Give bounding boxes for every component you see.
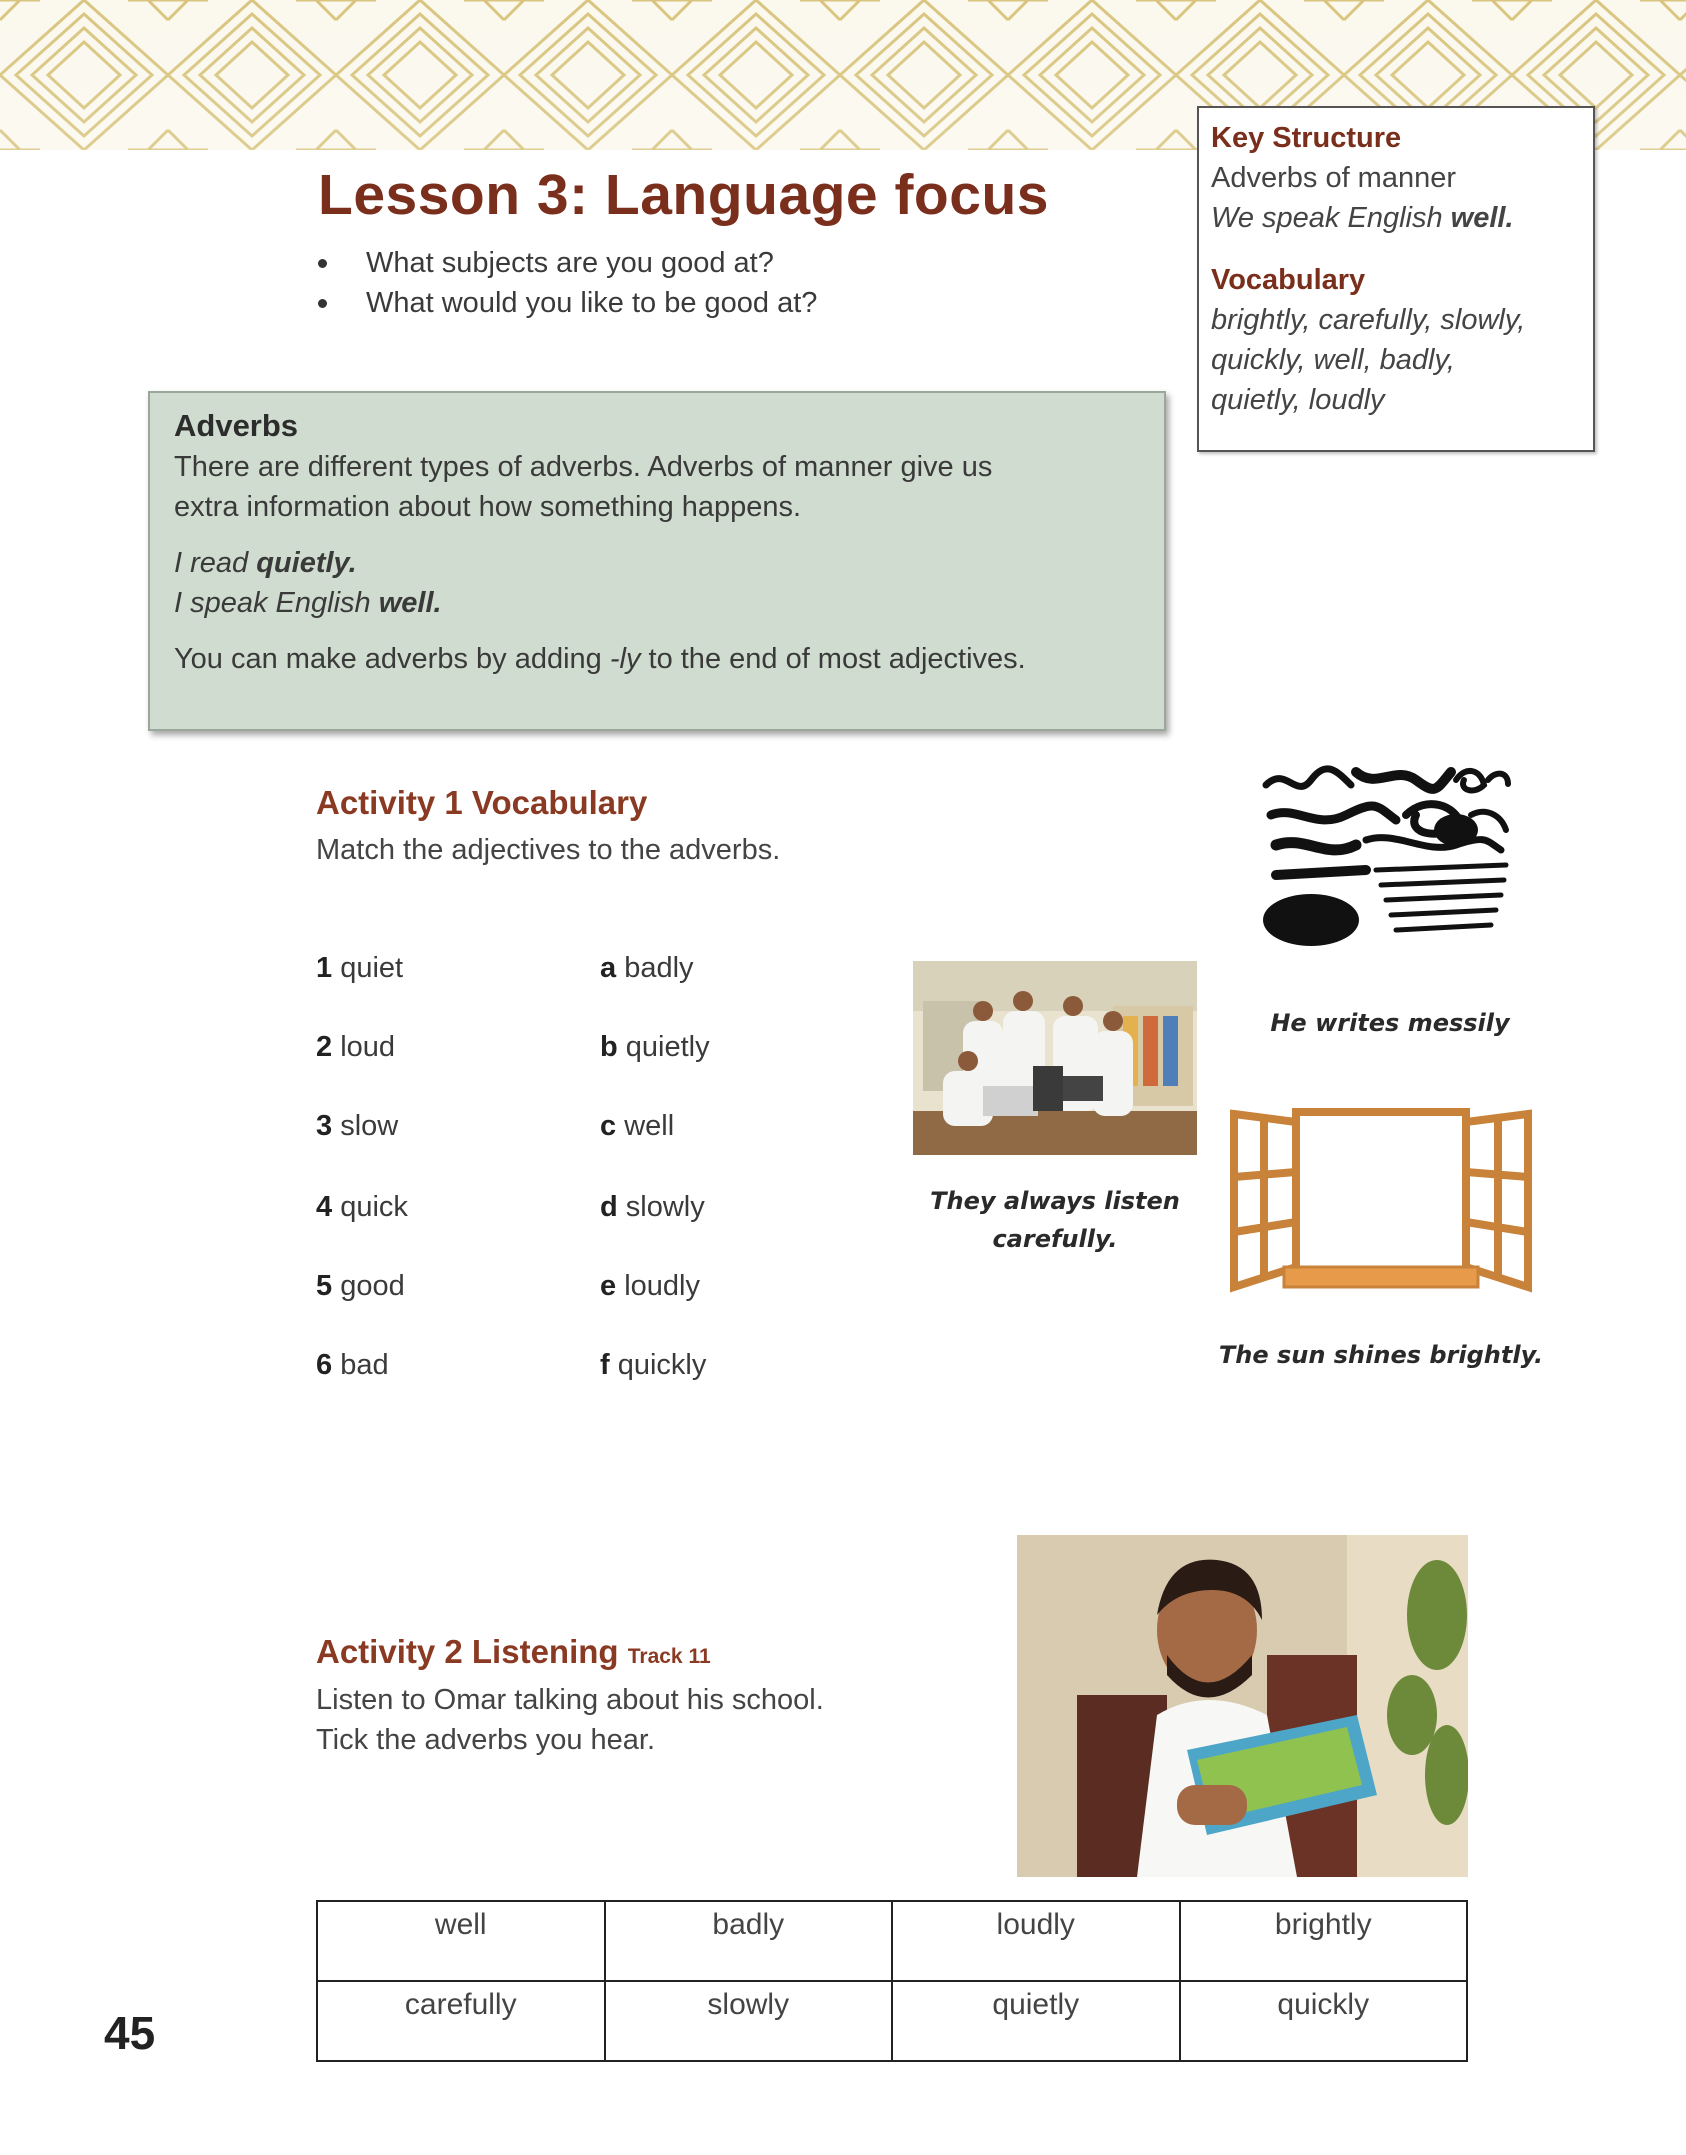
caption-listen-2: carefully. — [992, 1225, 1118, 1253]
caption-listen-1: They always listen — [930, 1187, 1180, 1215]
activity1-title: Activity 1 Vocabulary — [316, 784, 648, 821]
bullet-icon — [318, 299, 327, 308]
adverbs-info-box — [148, 391, 1166, 731]
activity2-title: Activity 2 Listening Track 11 — [316, 1633, 711, 1670]
activity1-instruction: Match the adjectives to the adverbs. — [316, 834, 781, 866]
key-structure-example: We speak English well. — [1211, 202, 1514, 234]
table-cell[interactable]: badly — [605, 1901, 893, 1981]
table-cell[interactable]: quietly — [892, 1981, 1180, 2061]
page-title: Lesson 3: Language focus — [318, 163, 1049, 227]
adverbs-example: I read quietly. — [174, 547, 357, 579]
caption-sun: The sun shines brightly. — [1218, 1341, 1544, 1369]
table-cell[interactable]: slowly — [605, 1981, 893, 2061]
vocabulary-line: quickly, well, badly, — [1211, 344, 1455, 376]
vocabulary-line: brightly, carefully, slowly, — [1211, 304, 1526, 336]
vocabulary-line: quietly, loudly — [1211, 384, 1385, 416]
adverbs-text: extra information about how something happens. — [174, 491, 802, 523]
track-number: Track 11 — [627, 1645, 711, 1668]
adverb-item: f quickly — [600, 1349, 707, 1381]
caption-messy: He writes messily — [1270, 1009, 1510, 1037]
adjective-item: 5 good — [316, 1270, 405, 1302]
key-structure-heading: Key Structure — [1211, 122, 1402, 154]
messy-scribble-image — [1256, 760, 1518, 960]
omar-reading-photo — [1017, 1535, 1468, 1877]
warmup-questions — [318, 243, 817, 323]
table-cell[interactable]: loudly — [892, 1901, 1180, 1981]
adverbs-tick-table — [316, 1900, 1468, 2062]
question-item: What would you like to be good at? — [318, 283, 817, 323]
adverb-item: a badly — [600, 952, 694, 984]
adverbs-heading: Adverbs — [174, 408, 299, 443]
table-cell[interactable]: carefully — [317, 1981, 605, 2061]
adjective-item: 4 quick — [316, 1191, 408, 1223]
table-row — [317, 1901, 1467, 1981]
table-row — [317, 1981, 1467, 2061]
table-cell[interactable]: quickly — [1180, 1981, 1468, 2061]
question-item: What subjects are you good at? — [318, 243, 817, 283]
adverb-item: b quietly — [600, 1031, 710, 1063]
key-structure-text: Adverbs of manner — [1211, 162, 1457, 194]
adverbs-rule: You can make adverbs by adding -ly to the end of most adjectives. — [174, 643, 1026, 675]
adjective-item: 2 loud — [316, 1031, 396, 1063]
table-cell[interactable]: well — [317, 1901, 605, 1981]
key-structure-box — [1197, 106, 1595, 452]
table-cell[interactable]: brightly — [1180, 1901, 1468, 1981]
students-photo — [913, 961, 1197, 1155]
adjective-item: 3 slow — [316, 1110, 399, 1142]
adjective-item: 6 bad — [316, 1349, 389, 1381]
activity2-instruction: Tick the adverbs you hear. — [316, 1724, 656, 1756]
adverb-item: d slowly — [600, 1191, 705, 1223]
adverb-item: e loudly — [600, 1270, 700, 1302]
adverbs-example: I speak English well. — [174, 587, 442, 619]
adverb-item: c well — [600, 1110, 675, 1142]
activity2-instruction: Listen to Omar talking about his school. — [316, 1684, 824, 1716]
bullet-icon — [318, 259, 327, 268]
vocabulary-heading: Vocabulary — [1211, 264, 1366, 296]
adjective-item: 1 quiet — [316, 952, 404, 984]
open-window-image — [1226, 1102, 1536, 1298]
adverbs-text: There are different types of adverbs. Adverbs of manner give us — [174, 451, 993, 483]
page-number: 45 — [104, 2007, 156, 2059]
